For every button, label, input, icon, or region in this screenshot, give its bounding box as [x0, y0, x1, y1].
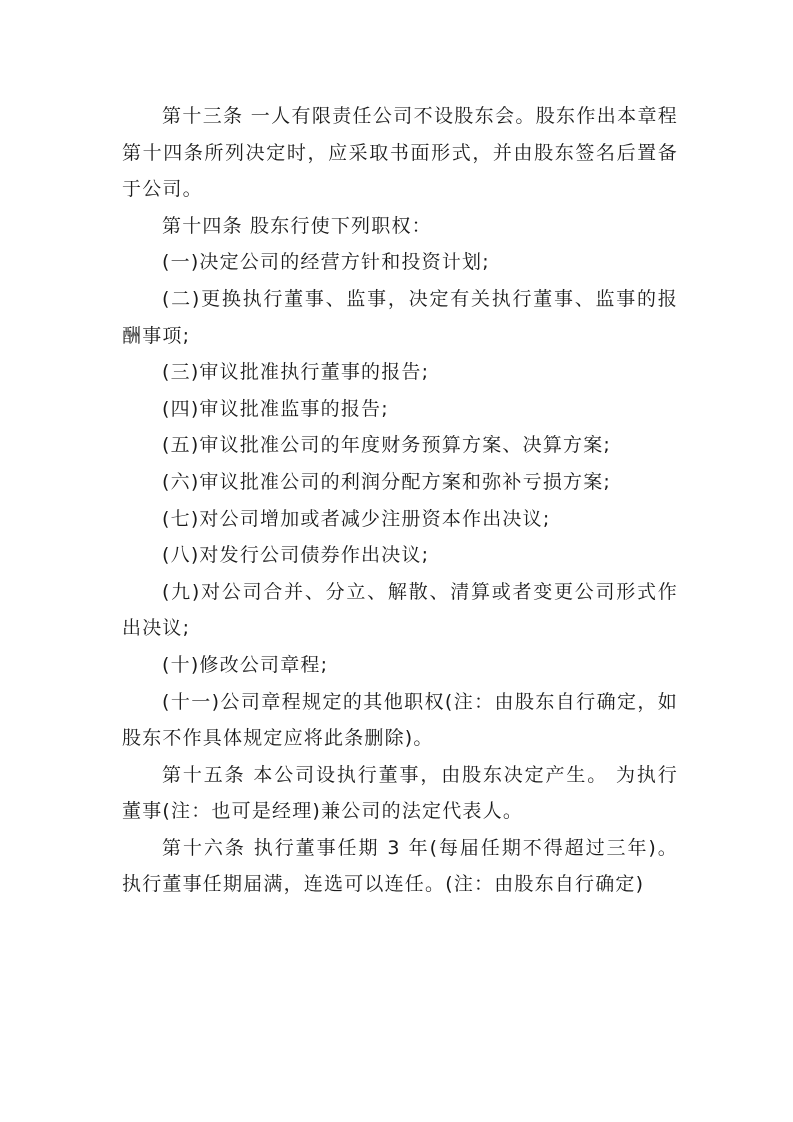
list-item: (二)更换执行董事、监事，决定有关执行董事、监事的报酬事项;	[122, 287, 678, 347]
list-item: (九)对公司合并、分立、解散、清算或者变更公司形式作出决议;	[122, 580, 678, 640]
list-item: (四)审议批准监事的报告;	[162, 397, 389, 420]
paragraph-article-13: 第十三条 一人有限责任公司不设股东会。股东作出本章程第十四条所列决定时，应采取书面形式，并由股东签名后置备于公司。	[122, 105, 678, 201]
list-item: (十)修改公司章程;	[162, 653, 329, 676]
paragraph-article-16: 第十六条 执行董事任期 3 年(每届任期不得超过三年)。执行董事任期届满，连选可以连任。(注：由股东自行确定)	[122, 836, 678, 896]
list-item: (十一)公司章程规定的其他职权(注：由股东自行确定，如股东不作具体规定应将此条删除)。	[122, 690, 678, 750]
list-item: (六)审议批准公司的利润分配方案和弥补亏损方案;	[162, 470, 612, 493]
list-item: (七)对公司增加或者减少注册资本作出决议;	[162, 507, 551, 530]
paragraph-article-14: 第十四条 股东行使下列职权：	[162, 214, 432, 237]
list-item: (一)决定公司的经营方针和投资计划;	[162, 251, 490, 274]
document-body	[122, 98, 678, 903]
list-item: (八)对发行公司债券作出决议;	[162, 544, 430, 567]
paragraph-article-15: 第十五条 本公司设执行董事，由股东决定产生。 为执行董事(注：也可是经理)兼公司的法定代表人。	[122, 763, 678, 823]
list-item: (三)审议批准执行董事的报告;	[162, 361, 430, 384]
list-item: (五)审议批准公司的年度财务预算方案、决算方案;	[162, 434, 612, 457]
